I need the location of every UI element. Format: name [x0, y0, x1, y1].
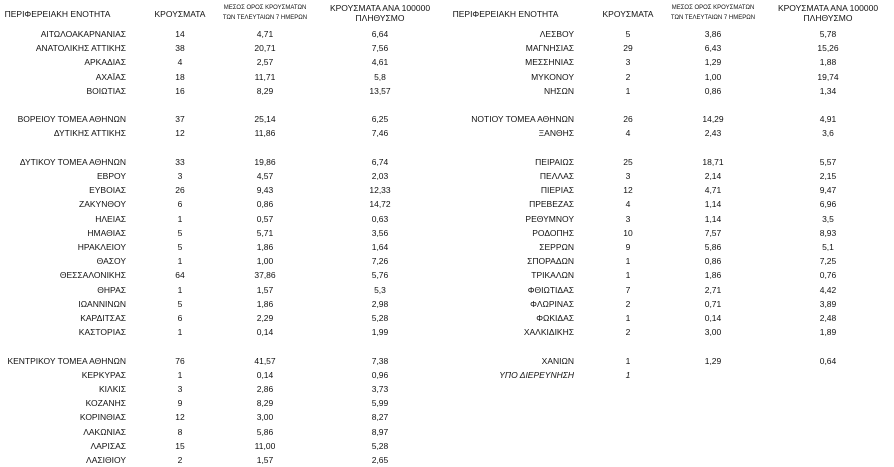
- region-cell: ΛΑΣΙΘΙΟΥ: [86, 455, 126, 465]
- cases-cell: 1: [625, 369, 631, 380]
- per100k-cell: 0,64: [819, 355, 837, 366]
- per100k-cell: 0,76: [819, 270, 837, 281]
- header-avg7: [658, 3, 768, 23]
- table-row: [448, 368, 893, 382]
- avg7-cell: 11,00: [254, 440, 276, 451]
- avg7-cell: 0,71: [704, 298, 722, 309]
- region-cell: ΠΕΛΛΑΣ: [539, 171, 574, 181]
- avg7-cell: 5,86: [704, 242, 722, 252]
- avg7-cell: 1,00: [704, 71, 722, 82]
- header-avg7-line2: ΤΩΝ ΤΕΛΕΥΤΑΙΩΝ 7 ΗΜΕΡΩΝ: [670, 15, 756, 21]
- cases-cell: 5: [177, 227, 183, 238]
- per100k-cell: 7,56: [371, 43, 389, 54]
- cases-cell: 12: [175, 128, 185, 139]
- avg7-cell: 11,86: [254, 128, 276, 139]
- cases-cell: 5: [177, 298, 183, 309]
- table-row: [448, 183, 893, 197]
- region-cell: ΚΕΡΚΥΡΑΣ: [81, 369, 126, 380]
- per100k-cell: 8,97: [371, 426, 389, 437]
- per100k-cell: 15,26: [817, 43, 839, 54]
- avg7-cell: 20,71: [254, 43, 276, 54]
- region-cell: ΚΟΡΙΝΘΙΑΣ: [79, 412, 126, 423]
- avg7-cell: 1,86: [256, 298, 274, 309]
- table-row: [448, 126, 893, 140]
- avg7-cell: 3,00: [256, 412, 274, 423]
- cases-cell: 4: [625, 128, 631, 139]
- per100k-cell: 14,72: [369, 199, 391, 210]
- cases-cell: 2: [625, 327, 631, 338]
- region-cell: ΗΡΑΚΛΕΙΟΥ: [77, 242, 126, 252]
- avg7-cell: 1,86: [704, 270, 722, 281]
- region-cell: ΠΙΕΡΙΑΣ: [540, 185, 574, 196]
- avg7-cell: 11,71: [254, 71, 276, 82]
- avg7-cell: 8,29: [256, 398, 274, 409]
- per100k-cell: 7,46: [371, 128, 389, 139]
- region-cell: ΔΥΤΙΚΗΣ ΑΤΤΙΚΗΣ: [53, 128, 126, 139]
- avg7-cell: 7,57: [704, 227, 722, 238]
- avg7-cell: 18,71: [702, 156, 724, 167]
- table-row: [0, 197, 445, 211]
- header-avg7-line1: ΜΕΣΟΣ ΟΡΟΣ ΚΡΟΥΣΜΑΤΩΝ: [671, 5, 755, 11]
- avg7-cell: 4,57: [256, 171, 274, 181]
- per100k-cell: 2,65: [371, 455, 389, 465]
- left-table-header: [0, 0, 445, 26]
- cases-cell: 38: [175, 43, 185, 54]
- region-cell: ΣΠΟΡΑΔΩΝ: [527, 256, 574, 267]
- table-row: [0, 155, 445, 169]
- region-cell: ΝΟΤΙΟΥ ΤΟΜΕΑ ΑΘΗΝΩΝ: [471, 114, 574, 125]
- avg7-cell: 2,29: [256, 313, 274, 323]
- header-avg7-line2: ΤΩΝ ΤΕΛΕΥΤΑΙΩΝ 7 ΗΜΕΡΩΝ: [222, 15, 308, 21]
- per100k-cell: 1,34: [819, 85, 837, 96]
- table-row: [0, 439, 445, 453]
- cases-cell: 1: [625, 355, 631, 366]
- per100k-cell: 0,63: [371, 213, 389, 224]
- header-cases: ΚΡΟΥΣΜΑΤΑ: [602, 9, 654, 19]
- cases-cell: 1: [177, 369, 183, 380]
- region-cell: ΞΑΝΘΗΣ: [538, 128, 574, 139]
- avg7-cell: 41,57: [254, 355, 276, 366]
- region-cell: ΜΥΚΟΝΟΥ: [531, 71, 574, 82]
- table-row: [0, 41, 445, 55]
- cases-cell: 18: [175, 71, 185, 82]
- table-row: [0, 396, 445, 410]
- region-cell: ΠΕΙΡΑΙΩΣ: [535, 156, 574, 167]
- table-row: [448, 55, 893, 69]
- region-cell: ΜΑΓΝΗΣΙΑΣ: [525, 43, 574, 54]
- avg7-cell: 2,57: [256, 57, 274, 68]
- cases-cell: 1: [177, 256, 183, 267]
- cases-cell: 64: [175, 270, 185, 281]
- cases-cell: 2: [177, 455, 183, 465]
- region-cell: ΕΥΒΟΙΑΣ: [89, 185, 126, 196]
- per100k-cell: 7,25: [819, 256, 837, 267]
- per100k-cell: 5,1: [822, 242, 834, 252]
- table-row: [0, 311, 445, 325]
- avg7-cell: 1,57: [256, 284, 274, 295]
- header-per100k: [768, 3, 888, 23]
- region-cell: ΛΕΣΒΟΥ: [539, 29, 574, 39]
- region-cell: ΒΟΙΩΤΙΑΣ: [86, 85, 126, 96]
- avg7-cell: 6,43: [704, 43, 722, 54]
- region-cell: ΛΑΚΩΝΙΑΣ: [83, 426, 126, 437]
- table-row: [0, 325, 445, 339]
- avg7-cell: 37,86: [254, 270, 276, 281]
- per100k-cell: 0,96: [371, 369, 389, 380]
- cases-cell: 6: [177, 199, 183, 210]
- table-row: [448, 297, 893, 311]
- avg7-cell: 19,86: [254, 156, 276, 167]
- region-cell: ΛΑΡΙΣΑΣ: [90, 440, 126, 451]
- avg7-cell: 1,29: [704, 57, 722, 68]
- cases-cell: 9: [625, 242, 631, 252]
- right-table-header: [448, 0, 893, 26]
- region-cell: ΘΑΣΟΥ: [96, 256, 126, 267]
- avg7-cell: 0,14: [256, 327, 274, 338]
- header-per100k-line2: ΠΛΗΘΥΣΜΟ: [803, 13, 853, 23]
- avg7-cell: 5,71: [256, 227, 274, 238]
- cases-cell: 3: [625, 213, 631, 224]
- region-cell: ΣΕΡΡΩΝ: [539, 242, 574, 252]
- avg7-cell: 4,71: [256, 29, 274, 39]
- per100k-cell: 7,26: [371, 256, 389, 267]
- table-row: [448, 268, 893, 282]
- header-avg7-line1: ΜΕΣΟΣ ΟΡΟΣ ΚΡΟΥΣΜΑΤΩΝ: [223, 5, 307, 11]
- per100k-cell: 1,99: [371, 327, 389, 338]
- per100k-cell: 4,42: [819, 284, 837, 295]
- table-row: [448, 70, 893, 84]
- avg7-cell: 25,14: [254, 114, 276, 125]
- avg7-cell: 0,86: [704, 85, 722, 96]
- table-row: [0, 354, 445, 368]
- header-per100k-line1: ΚΡΟΥΣΜΑΤΑ ΑΝΑ 100000: [777, 3, 879, 13]
- per100k-cell: 2,98: [371, 298, 389, 309]
- table-row: [0, 183, 445, 197]
- cases-cell: 3: [177, 384, 183, 394]
- per100k-cell: 6,74: [371, 156, 389, 167]
- per100k-cell: 3,89: [819, 298, 837, 309]
- per100k-cell: 2,03: [371, 171, 389, 181]
- per100k-cell: 6,64: [371, 29, 389, 39]
- region-cell: ΑΡΚΑΔΙΑΣ: [84, 57, 126, 68]
- region-cell: ΠΡΕΒΕΖΑΣ: [529, 199, 574, 210]
- cases-cell: 1: [625, 270, 631, 281]
- region-cell: ΑΧΑΪΑΣ: [95, 71, 126, 82]
- cases-cell: 26: [623, 114, 633, 125]
- avg7-cell: 5,86: [256, 426, 274, 437]
- table-row: [448, 240, 893, 254]
- table-row: [0, 240, 445, 254]
- region-cell: ΙΩΑΝΝΙΝΩΝ: [78, 298, 126, 309]
- header-region: ΠΕΡΙΦΕΡΕΙΑΚΗ ΕΝΟΤΗΤΑ: [4, 9, 111, 19]
- region-cell: ΡΕΘΥΜΝΟΥ: [525, 213, 574, 224]
- cases-cell: 14: [175, 29, 185, 39]
- avg7-cell: 1,14: [704, 213, 722, 224]
- per100k-cell: 5,28: [371, 440, 389, 451]
- cases-cell: 33: [175, 156, 185, 167]
- per100k-cell: 19,74: [817, 71, 839, 82]
- avg7-cell: 1,29: [704, 355, 722, 366]
- region-cell: ΦΛΩΡΙΝΑΣ: [530, 298, 574, 309]
- cases-cell: 1: [625, 256, 631, 267]
- cases-cell: 6: [177, 313, 183, 323]
- region-cell: ΦΩΚΙΔΑΣ: [536, 313, 574, 323]
- table-row: [448, 169, 893, 183]
- cases-cell: 2: [625, 298, 631, 309]
- per100k-cell: 2,15: [819, 171, 837, 181]
- cases-cell: 1: [625, 313, 631, 323]
- region-cell: ΖΑΚΥΝΘΟΥ: [79, 199, 126, 210]
- per100k-cell: 5,28: [371, 313, 389, 323]
- table-row: [0, 226, 445, 240]
- cases-cell: 4: [177, 57, 183, 68]
- cases-cell: 7: [625, 284, 631, 295]
- per100k-cell: 3,5: [822, 213, 834, 224]
- per100k-cell: 4,91: [819, 114, 837, 125]
- table-row: [448, 27, 893, 41]
- cases-cell: 2: [625, 71, 631, 82]
- table-row: [448, 41, 893, 55]
- avg7-cell: 2,71: [704, 284, 722, 295]
- per100k-cell: 3,73: [371, 384, 389, 394]
- cases-cell: 76: [175, 355, 185, 366]
- region-cell: ΑΙΤΩΛΟΑΚΑΡΝΑΝΙΑΣ: [40, 29, 126, 39]
- avg7-cell: 2,86: [256, 384, 274, 394]
- per100k-cell: 2,48: [819, 313, 837, 323]
- cases-cell: 1: [625, 85, 631, 96]
- region-cell: ΧΑΛΚΙΔΙΚΗΣ: [523, 327, 574, 338]
- avg7-cell: 1,86: [256, 242, 274, 252]
- region-cell: ΝΗΣΩΝ: [543, 85, 574, 96]
- cases-cell: 1: [177, 213, 183, 224]
- table-row: [448, 84, 893, 98]
- header-per100k-line1: ΚΡΟΥΣΜΑΤΑ ΑΝΑ 100000: [329, 3, 431, 13]
- region-cell: ΗΛΕΙΑΣ: [95, 213, 126, 224]
- region-cell: ΚΙΛΚΙΣ: [99, 384, 126, 394]
- cases-cell: 3: [177, 171, 183, 181]
- region-cell: ΚΑΡΔΙΤΣΑΣ: [80, 313, 126, 323]
- cases-cell: 10: [623, 227, 633, 238]
- avg7-cell: 0,86: [256, 199, 274, 210]
- per100k-cell: 5,78: [819, 29, 837, 39]
- cases-cell: 12: [175, 412, 185, 423]
- avg7-cell: 0,14: [704, 313, 722, 323]
- region-cell: ΦΘΙΩΤΙΔΑΣ: [527, 284, 574, 295]
- table-row: [448, 354, 893, 368]
- table-row: [0, 254, 445, 268]
- region-cell: ΒΟΡΕΙΟΥ ΤΟΜΕΑ ΑΘΗΝΩΝ: [17, 114, 126, 125]
- per100k-cell: 5,8: [374, 71, 386, 82]
- region-cell: ΕΒΡΟΥ: [96, 171, 126, 181]
- cases-cell: 3: [625, 171, 631, 181]
- cases-cell: 5: [177, 242, 183, 252]
- table-row: [448, 155, 893, 169]
- per100k-cell: 6,25: [371, 114, 389, 125]
- header-avg7: [210, 3, 320, 23]
- table-row: [0, 268, 445, 282]
- region-cell: ΧΑΝΙΩΝ: [541, 355, 574, 366]
- cases-cell: 1: [177, 327, 183, 338]
- table-row: [0, 55, 445, 69]
- region-cell: ΑΝΑΤΟΛΙΚΗΣ ΑΤΤΙΚΗΣ: [35, 43, 126, 54]
- region-cell: ΘΗΡΑΣ: [97, 284, 126, 295]
- table-row: [0, 27, 445, 41]
- header-per100k-line2: ΠΛΗΘΥΣΜΟ: [355, 13, 405, 23]
- region-cell: ΔΥΤΙΚΟΥ ΤΟΜΕΑ ΑΘΗΝΩΝ: [19, 156, 126, 167]
- header-per100k: [320, 3, 440, 23]
- region-cell: ΘΕΣΣΑΛΟΝΙΚΗΣ: [59, 270, 126, 281]
- per100k-cell: 5,76: [371, 270, 389, 281]
- table-row: [448, 283, 893, 297]
- avg7-cell: 1,57: [256, 455, 274, 465]
- cases-cell: 25: [623, 156, 633, 167]
- avg7-cell: 4,71: [704, 185, 722, 196]
- per100k-cell: 6,96: [819, 199, 837, 210]
- avg7-cell: 8,29: [256, 85, 274, 96]
- header-cases: ΚΡΟΥΣΜΑΤΑ: [154, 9, 206, 19]
- avg7-cell: 2,43: [704, 128, 722, 139]
- table-row: [448, 112, 893, 126]
- table-row: [0, 212, 445, 226]
- cases-cell: 12: [623, 185, 633, 196]
- per100k-cell: 8,27: [371, 412, 389, 423]
- per100k-cell: 1,89: [819, 327, 837, 338]
- table-row: [0, 169, 445, 183]
- per100k-cell: 1,88: [819, 57, 837, 68]
- table-row: [448, 311, 893, 325]
- region-cell: ΚΟΖΑΝΗΣ: [85, 398, 126, 409]
- region-cell: ΤΡΙΚΑΛΩΝ: [531, 270, 574, 281]
- table-row: [448, 254, 893, 268]
- avg7-cell: 9,43: [256, 185, 274, 196]
- per100k-cell: 8,93: [819, 227, 837, 238]
- avg7-cell: 2,14: [704, 171, 722, 181]
- cases-cell: 8: [177, 426, 183, 437]
- cases-cell: 16: [175, 85, 185, 96]
- per100k-cell: 5,99: [371, 398, 389, 409]
- per100k-cell: 3,56: [371, 227, 389, 238]
- region-cell: ΗΜΑΘΙΑΣ: [87, 227, 126, 238]
- avg7-cell: 14,29: [702, 114, 724, 125]
- table-row: [0, 425, 445, 439]
- per100k-cell: 5,57: [819, 156, 837, 167]
- cases-cell: 26: [175, 185, 185, 196]
- avg7-cell: 3,00: [704, 327, 722, 338]
- table-row: [0, 70, 445, 84]
- region-cell: ΥΠΟ ΔΙΕΡΕΥΝΗΣΗ: [499, 369, 574, 380]
- table-row: [0, 410, 445, 424]
- per100k-cell: 4,61: [371, 57, 389, 68]
- avg7-cell: 0,86: [704, 256, 722, 267]
- table-row: [0, 382, 445, 396]
- header-region: ΠΕΡΙΦΕΡΕΙΑΚΗ ΕΝΟΤΗΤΑ: [452, 9, 559, 19]
- cases-cell: 9: [177, 398, 183, 409]
- cases-cell: 1: [177, 284, 183, 295]
- avg7-cell: 3,86: [704, 29, 722, 39]
- table-row: [448, 212, 893, 226]
- region-cell: ΜΕΣΣΗΝΙΑΣ: [525, 57, 574, 68]
- table-row: [448, 226, 893, 240]
- table-row: [0, 126, 445, 140]
- per100k-cell: 5,3: [374, 284, 386, 295]
- per100k-cell: 12,33: [369, 185, 391, 196]
- avg7-cell: 1,14: [704, 199, 722, 210]
- per100k-cell: 9,47: [819, 185, 837, 196]
- region-cell: ΚΕΝΤΡΙΚΟΥ ΤΟΜΕΑ ΑΘΗΝΩΝ: [7, 355, 126, 366]
- cases-cell: 37: [175, 114, 185, 125]
- cases-cell: 29: [623, 43, 633, 54]
- region-cell: ΡΟΔΟΠΗΣ: [532, 227, 574, 238]
- per100k-cell: 3,6: [822, 128, 834, 139]
- table-row: [0, 112, 445, 126]
- avg7-cell: 0,57: [256, 213, 274, 224]
- per100k-cell: 13,57: [369, 85, 391, 96]
- avg7-cell: 1,00: [256, 256, 274, 267]
- per100k-cell: 7,38: [371, 355, 389, 366]
- cases-cell: 4: [625, 199, 631, 210]
- avg7-cell: 0,14: [256, 369, 274, 380]
- region-cell: ΚΑΣΤΟΡΙΑΣ: [78, 327, 126, 338]
- cases-cell: 5: [625, 29, 631, 39]
- cases-cell: 15: [175, 440, 185, 451]
- table-row: [0, 297, 445, 311]
- table-row: [0, 84, 445, 98]
- table-row: [448, 325, 893, 339]
- table-row: [0, 283, 445, 297]
- per100k-cell: 1,64: [371, 242, 389, 252]
- table-row: [0, 368, 445, 382]
- table-row: [448, 197, 893, 211]
- cases-cell: 3: [625, 57, 631, 68]
